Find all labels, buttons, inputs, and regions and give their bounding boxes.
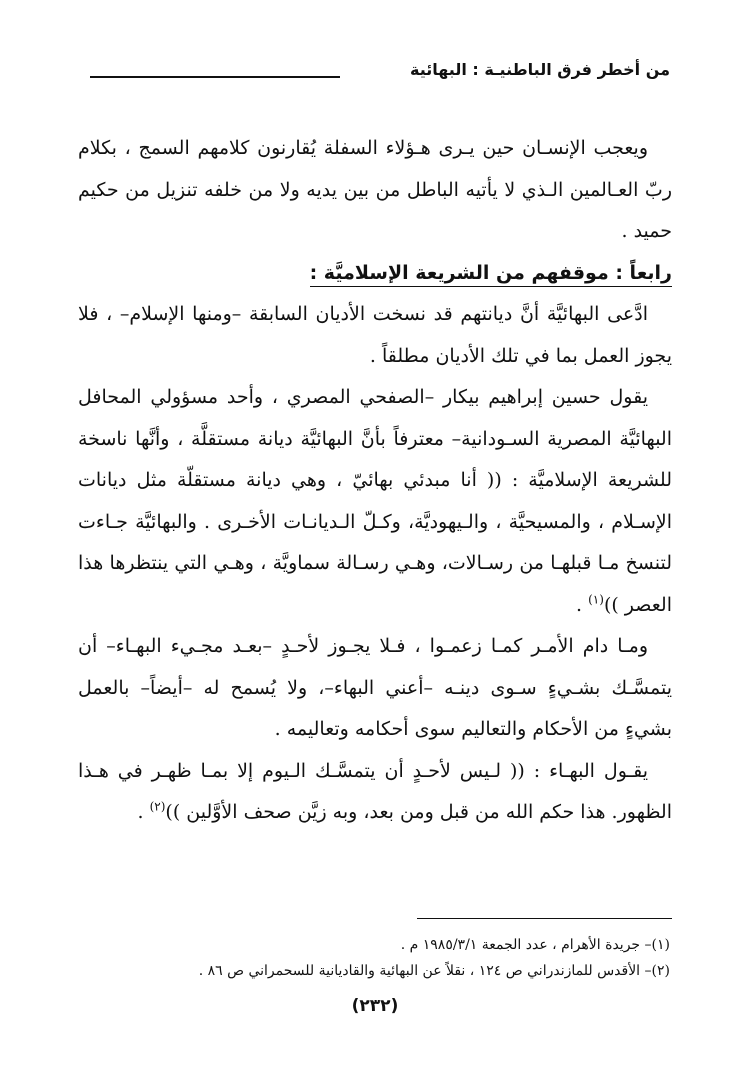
running-header <box>90 58 670 88</box>
paragraph: ادَّعى البهائيَّة أنَّ ديانتهم قد نسخت الأديان السابقة –ومنها الإسلام– ، فلا يجوز العمل بما في تلك الأديان مطلقاً . <box>78 303 672 367</box>
page-number: (٢٣٢) <box>351 996 399 1016</box>
footnote-2: (٢)– الأقدس للمازندراني ص ١٢٤ ، نقلاً عن البهائية والقاديانية للسحمراني ص ٨٦ . <box>198 963 670 979</box>
body-text <box>78 128 672 834</box>
paragraph-end: . <box>137 801 150 823</box>
footnotes <box>78 932 670 984</box>
paragraph: ويعجب الإنسـان حين يـرى هـؤلاء السفلة يُقارنون كلامهم السمج ، بكلام ربّ العـالمين الـذي لا يأتيه الباطل من بين يديه ولا من خلفه تنزيل من حكيم حميد . <box>78 137 672 242</box>
section-heading-text: رابعاً : موقفهم من الشريعة الإسلاميَّة : <box>310 262 672 287</box>
footnote-ref-1[interactable]: (١) <box>588 592 604 607</box>
paragraph-text: يقول حسين إبراهيم بيكار –الصفحي المصري ، وأحد مسؤولي المحافل البهائيَّة المصرية السـودانية– معترفاً بأنَّ البهائيَّة ديانة مستقلَّة ، وأنَّها ناسخة للشريعة الإسلاميَّة : (( أنا مبدئي بهائيّ ، وهي ديانة مستقلّة مثل ديانات الإسـلام ، والمسيحيَّة ، والـيهوديَّة، وكـلّ الـديانـات الأخـرى . والبهائيَّة جـاءت لتنسخ مـا قبلهـا من رسـالات، وهـي رسـالة سماويَّة ، وهـي التي ينتظرها هذا العصر )) <box>78 386 672 616</box>
paragraph-quote <box>78 751 672 834</box>
header-rule <box>90 76 340 78</box>
paragraph-end: . <box>576 593 589 616</box>
footnote-ref-2[interactable]: (٢) <box>149 799 166 814</box>
section-heading <box>78 253 672 295</box>
paragraph-quote <box>78 377 672 626</box>
running-title: من أخطر فرق الباطنيـة : البهائية <box>409 60 670 79</box>
paragraph: ومـا دام الأمـر كمـا زعمـوا ، فـلا يجـوز لأحـدٍ –بعـد مجـيء البهـاء– أن يتمسَّـك بشـيءٍ سـوى دينـه –أعني البهاء–، ولا يُسمح له –أيضاً– بالعمل بشيءٍ من الأحكام والتعاليم سوى أحكامه وتعاليمه . <box>78 635 672 740</box>
footnote-1: (١)– جريدة الأهرام ، عدد الجمعة ١٩٨٥/٣/١ م . <box>400 937 670 953</box>
paragraph-text: يقـول البهـاء : (( لـيس لأحـدٍ أن يتمسَّـك الـيوم إلا بمـا ظهـر في هـذا الظهور. هذا حكم الله من قبل ومن بعد، وبه زيَّن صحف الأوَّلين )) <box>78 759 672 823</box>
footnote-rule <box>417 918 672 919</box>
